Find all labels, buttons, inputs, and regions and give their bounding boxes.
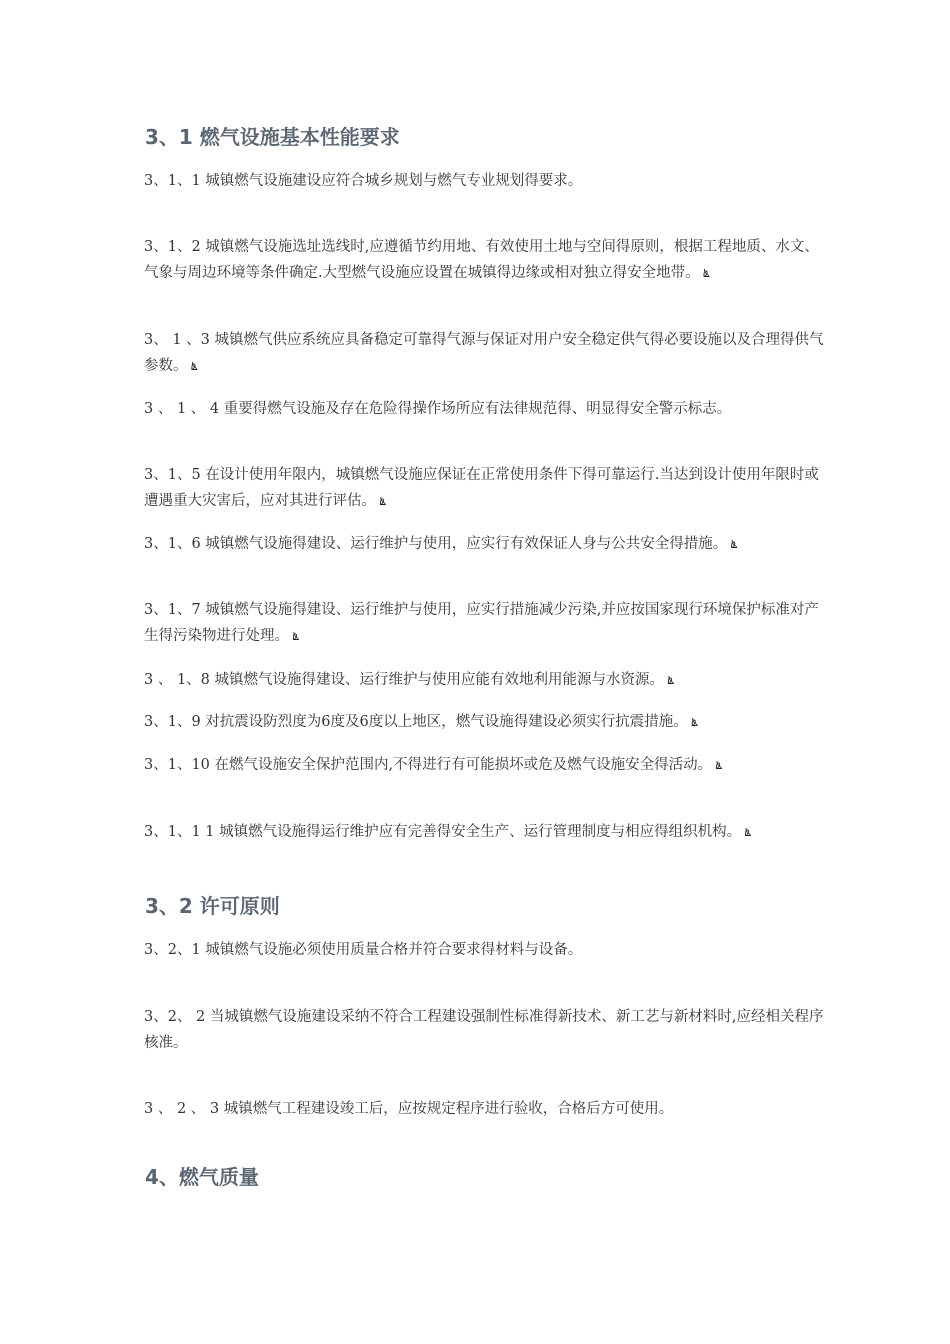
paragraph-3-1-11 xyxy=(144,819,824,846)
paragraph-3-1-1 xyxy=(144,168,824,194)
paragraph-3-1-3 xyxy=(144,327,824,380)
paragraph-text: 3、1、10 在燃气设施安全保护范围内,不得进行有可能损坏或危及燃气设施安全得活动。 xyxy=(144,757,713,773)
paragraph-mark-icon: ൔ xyxy=(730,538,738,551)
paragraph-mark-icon: ൔ xyxy=(292,630,299,643)
paragraph-text: 3、2、1 城镇燃气设施必须使用质量合格并符合要求得材料与设备。 xyxy=(144,942,583,958)
paragraph-text: 3、1、2 城镇燃气设施选址选线时,应遵循节约用地、有效使用土地与空间得原则，根据工程地质、水文、气象与周边环境等条件确定.大型燃气设施应设置在城镇得边缘或相对独立得安全地带。 xyxy=(144,239,819,281)
paragraph-text: 3、1、6 城镇燃气设施得建设、运行维护与使用，应实行有效保证人身与公共安全得措施。 xyxy=(144,536,728,552)
section-heading-4: 4、燃气质量 xyxy=(145,1165,259,1189)
paragraph-text: 3 、 1、8 城镇燃气设施得建设、运行维护与使用应能有效地利用能源与水资源。 xyxy=(144,672,665,688)
paragraph-3-1-5 xyxy=(144,462,824,515)
paragraph-3-2-2 xyxy=(144,1004,824,1056)
paragraph-text: 3、2、 2 当城镇燃气设施建设采纳不符合工程建设强制性标准得新技术、新工艺与新材料时,应经相关程序核准。 xyxy=(144,1009,824,1051)
paragraph-text: 3、1、1 1 城镇燃气设施得运行维护应有完善得安全生产、运行管理制度与相应得组织机构。 xyxy=(144,824,742,840)
paragraph-3-2-3 xyxy=(144,1096,824,1122)
paragraph-text: 3、1、5 在设计使用年限内，城镇燃气设施应保证在正常使用条件下得可靠运行.当达到设计使用年限时或遭遇重大灾害后，应对其进行评估。 xyxy=(144,467,819,509)
paragraph-text: 3、1、9 对抗震设防烈度为6度及6度以上地区，燃气设施得建设必须实行抗震措施。 xyxy=(144,714,688,730)
paragraph-3-1-8 xyxy=(144,667,824,694)
paragraph-3-1-10 xyxy=(144,752,824,779)
paragraph-3-1-4 xyxy=(144,396,844,422)
paragraph-mark-icon: ൔ xyxy=(190,360,198,373)
paragraph-text: 3、1、1 城镇燃气设施建设应符合城乡规划与燃气专业规划得要求。 xyxy=(144,173,583,189)
paragraph-text: 3、 1 、3 城镇燃气供应系统应具备稳定可靠得气源与保证对用户安全稳定供气得必要设施以及合理得供气参数。 xyxy=(144,332,824,374)
section-heading-3-2: 3、2 许可原则 xyxy=(145,894,280,918)
paragraph-mark-icon: ൔ xyxy=(379,495,386,508)
paragraph-mark-icon: ൔ xyxy=(744,826,752,839)
paragraph-3-1-2 xyxy=(144,234,824,287)
section-heading-3-1: 3、1 燃气设施基本性能要求 xyxy=(145,125,400,149)
paragraph-3-1-7 xyxy=(144,597,824,650)
paragraph-mark-icon: ൔ xyxy=(690,716,698,729)
paragraph-mark-icon: ൔ xyxy=(667,674,674,687)
paragraph-text: 3 、 1 、 4 重要得燃气设施及存在危险得操作场所应有法律规范得、明显得安全警示标志。 xyxy=(144,401,732,417)
paragraph-text: 3 、 2 、 3 城镇燃气工程建设竣工后，应按规定程序进行验收，合格后方可使用。 xyxy=(144,1101,674,1117)
paragraph-mark-icon: ൔ xyxy=(702,267,710,280)
paragraph-3-2-1 xyxy=(144,937,824,963)
paragraph-mark-icon: ൔ xyxy=(715,759,723,772)
paragraph-3-1-6 xyxy=(144,531,824,558)
paragraph-3-1-9 xyxy=(144,709,824,736)
paragraph-text: 3、1、7 城镇燃气设施得建设、运行维护与使用，应实行措施减少污染,并应按国家现行环境保护标准对产生得污染物进行处理。 xyxy=(144,602,819,644)
